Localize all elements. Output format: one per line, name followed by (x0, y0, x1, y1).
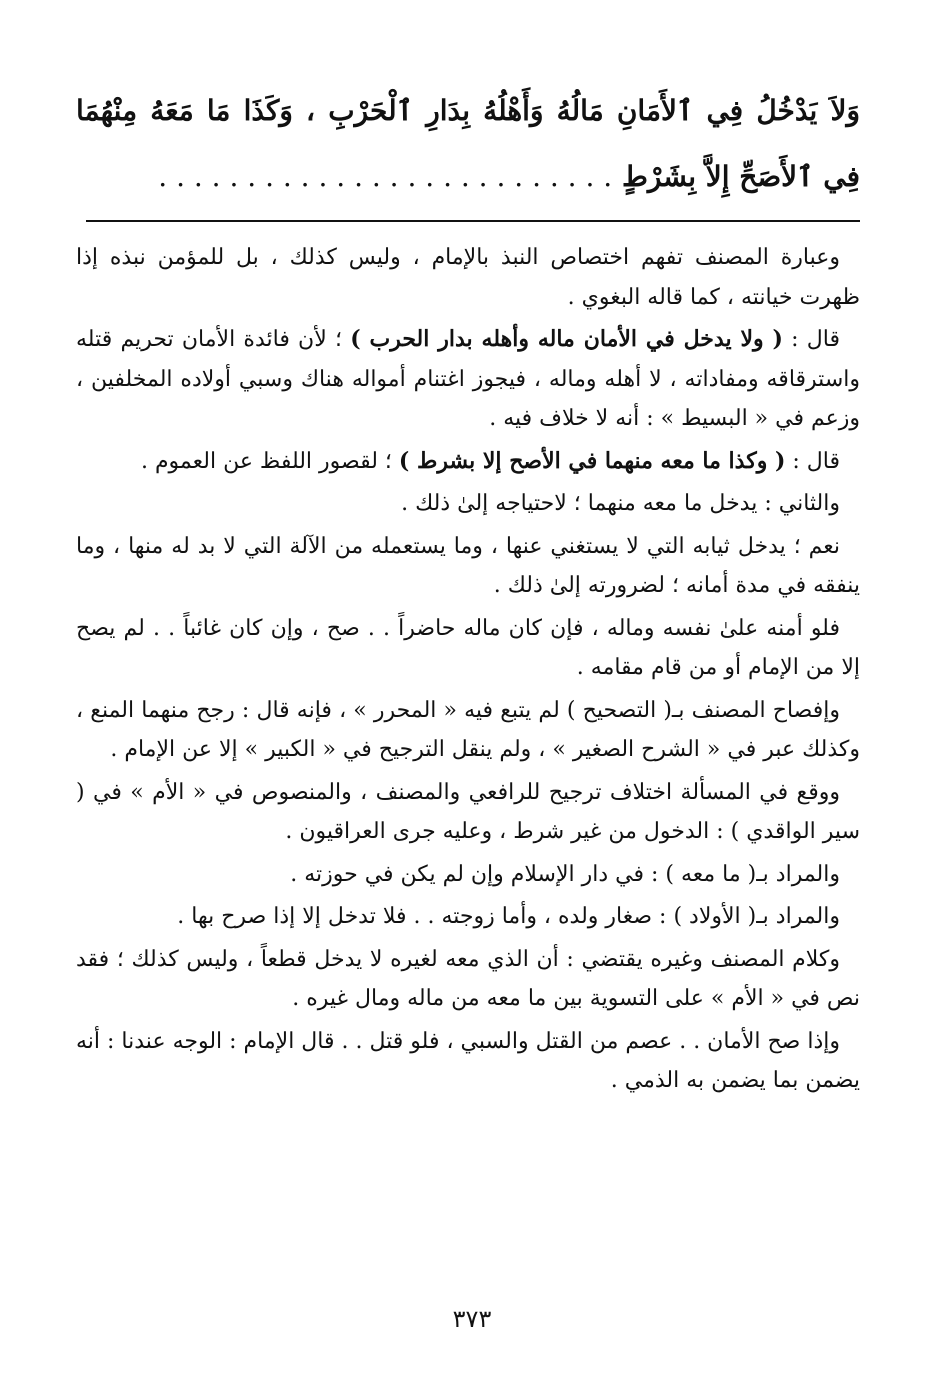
commentary-paragraph (76, 897, 860, 937)
commentary-text: وإذا صح الأمان . . عصم من القتل والسبي ، فلو قتل . . قال الإمام : الوجه عندنا : أنه يضمن بما يضمن به الذمي . (76, 1028, 860, 1093)
commentary-text: نعم ؛ يدخل ثيابه التي لا يستغني عنها ، وما يستعمله من الآلة التي لا بد له منها ، وما ينفقه في مدة أمانه ؛ لضرورته إلىٰ ذلك . (76, 533, 860, 598)
matn-line: وَلاَ يَدْخُلُ فِي ٱلأَمَانِ مَالُهُ وَأَهْلُهُ بِدَارِ ٱلْحَرْبِ ، وَكَذَا مَا مَعَهُ مِنْهُمَا فِي ٱلأَصَحِّ إِلاَّ بِشَرْطٍ (76, 94, 860, 193)
commentary-paragraph (76, 320, 860, 439)
commentary-paragraph (76, 1022, 860, 1101)
commentary-text: فلو أمنه علىٰ نفسه وماله ، فإن كان ماله حاضراً . . صح ، وإن كان غائباً . . لم يصح إلا من الإمام أو من قام مقامه . (76, 615, 860, 680)
commentary-text: ؛ لأن فائدة الأمان تحريم قتله واسترقاقه ومفاداته ، لا أهله وماله ، فيجوز اغتنام أمواله هناك وسبي أولاده المخلفين ، وزعم في « البسيط » : أنه لا خلاف فيه . (76, 327, 860, 431)
commentary-paragraph (76, 773, 860, 852)
commentary-text: والمراد بـ( الأولاد ) : صغار ولده ، وأما زوجته . . فلا تدخل إلا إذا صرح بها . (177, 904, 840, 929)
quoted-matn: ( ولا يدخل في الأمان ماله وأهله بدار الحرب ) (350, 326, 783, 352)
commentary-paragraph (76, 442, 860, 482)
matn-text (76, 78, 860, 210)
commentary-text: وكلام المصنف وغيره يقتضي : أن الذي معه لغيره لا يدخل قطعاً ، وليس كذلك ؛ فقد نص في « الأم » على التسوية بين ما معه من ماله ومال غيره . (76, 946, 860, 1011)
commentary-paragraph (76, 238, 860, 317)
page-body (76, 78, 860, 1104)
commentary-paragraph (76, 940, 860, 1019)
commentary-text: والمراد بـ( ما معه ) : في دار الإسلام وإن لم يكن في حوزته . (290, 861, 840, 887)
page-number: ٣٧٣ (452, 1305, 492, 1333)
commentary-paragraph (76, 609, 860, 688)
commentary-text: قال : (785, 448, 840, 474)
quoted-matn: ( وكذا ما معه منهما في الأصح إلا بشرط ) (398, 447, 786, 474)
commentary-text: قال : (782, 327, 840, 352)
separator-rule (86, 220, 860, 222)
commentary-text: وعبارة المصنف تفهم اختصاص النبذ بالإمام ، وليس كذلك ، بل للمؤمن نبذه إذا ظهرت خيانته ، كما قاله البغوي . (76, 245, 860, 310)
commentary-text: وإفصاح المصنف بـ( التصحيح ) لم يتبع فيه « المحرر » ، فإنه قال : رجح منهما المنع ، وكذلك عبر في « الشرح الصغير » ، ولم ينقل الترجيح في « الكبير » إلا عن الإمام . (76, 697, 860, 762)
matn-dots: . . . . . . . . . . . . . . . . . . . . . . . . . . (158, 160, 613, 193)
commentary (76, 238, 860, 1101)
commentary-paragraph (76, 484, 860, 524)
commentary-text: ؛ لقصور اللفظ عن العموم . (140, 448, 399, 474)
commentary-paragraph (76, 527, 860, 606)
commentary-text: ووقع في المسألة اختلاف ترجيح للرافعي والمصنف ، والمنصوص في « الأم » في ( سير الواقدي ) : الدخول من غير شرط ، وعليه جرى العراقيون . (76, 779, 860, 844)
commentary-paragraph (76, 691, 860, 770)
commentary-paragraph (76, 855, 860, 895)
commentary-text: والثاني : يدخل ما معه منهما ؛ لاحتياجه إلىٰ ذلك . (401, 491, 840, 516)
